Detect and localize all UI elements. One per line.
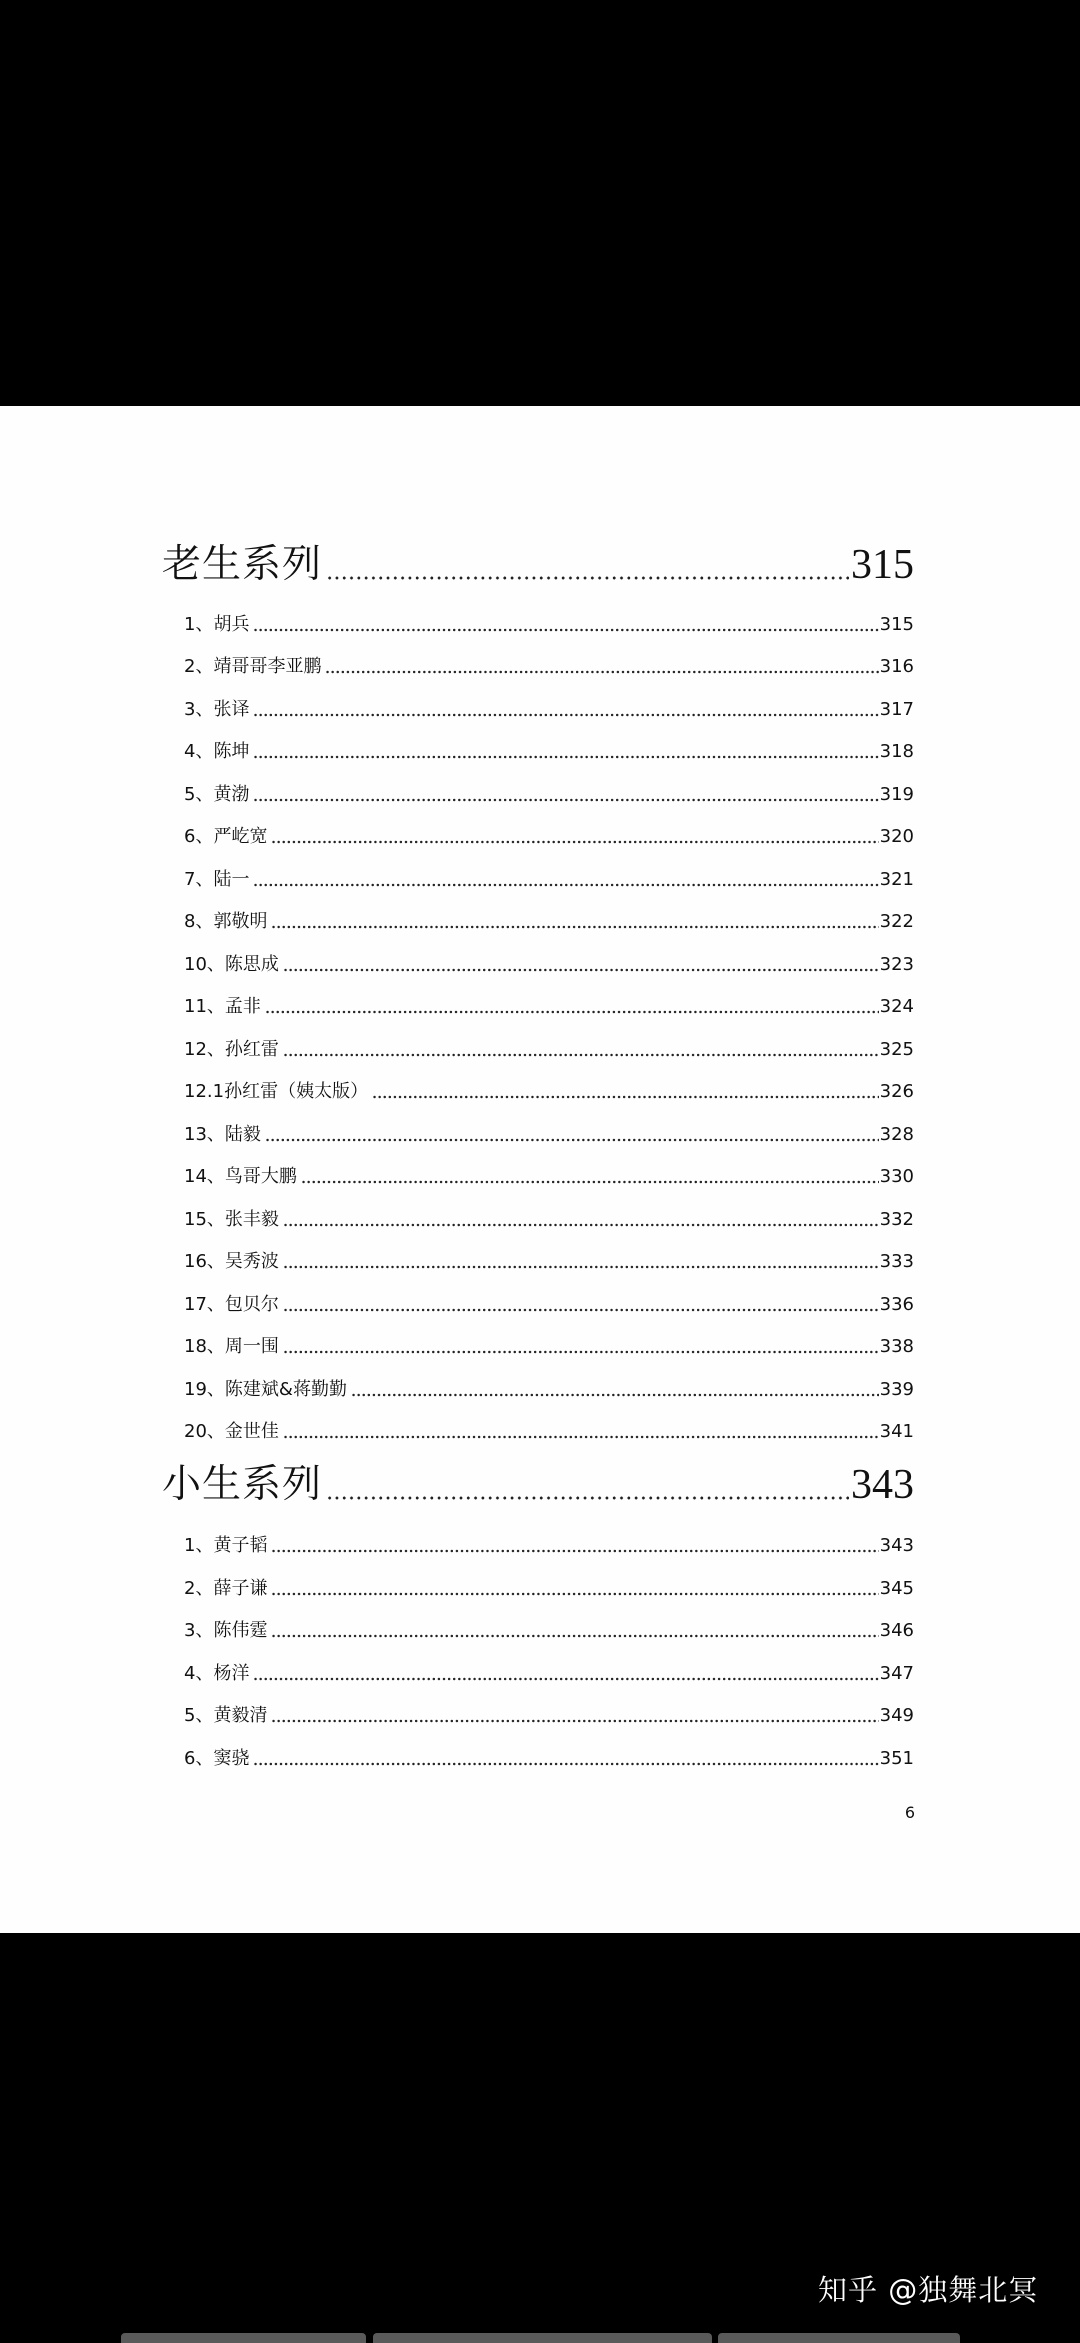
dot-leader [283, 1349, 879, 1355]
dot-leader [253, 797, 878, 803]
entry-label: 12.1孙红雷（姨太版） [184, 1081, 369, 1102]
toc-entry[interactable] [184, 1703, 914, 1729]
entry-label: 20、金世佳 [184, 1421, 279, 1442]
dot-leader [271, 1718, 878, 1724]
dot-leader [271, 1633, 878, 1639]
entry-label: 14、鸟哥大鹏 [184, 1166, 297, 1187]
watermark: 知乎 @独舞北冥 [818, 2273, 1039, 2307]
entry-page-number: 330 [879, 1166, 914, 1187]
toc-entry[interactable] [184, 654, 914, 680]
entry-page-number: 317 [879, 699, 914, 720]
dot-leader [271, 924, 878, 930]
entry-page-number: 339 [879, 1379, 914, 1400]
entry-page-number: 326 [879, 1081, 914, 1102]
entry-page-number: 338 [879, 1336, 914, 1357]
bottom-bar-segment-2[interactable] [373, 2333, 712, 2343]
entry-label: 19、陈建斌&蒋勤勤 [184, 1379, 347, 1400]
dot-leader [253, 754, 878, 760]
dot-leader [265, 1009, 879, 1015]
dot-leader [283, 1222, 879, 1228]
toc-entry[interactable] [184, 1334, 914, 1360]
dot-leader [253, 1761, 878, 1767]
toc-entry[interactable] [184, 1661, 914, 1687]
toc-entry[interactable] [184, 909, 914, 935]
entry-page-number: 332 [879, 1209, 914, 1230]
entry-label: 2、薛子谦 [184, 1578, 268, 1599]
dot-leader [271, 1548, 878, 1554]
section-page-number: 343 [851, 1462, 914, 1508]
toc-entry[interactable] [184, 952, 914, 978]
entry-page-number: 324 [879, 996, 914, 1017]
dot-leader [253, 712, 878, 718]
entry-page-number: 347 [879, 1663, 914, 1684]
dot-leader [372, 1094, 879, 1100]
entry-label: 6、窦骁 [184, 1748, 250, 1769]
dot-leader [283, 1434, 879, 1440]
entry-page-number: 318 [879, 741, 914, 762]
entry-label: 12、孙红雷 [184, 1039, 279, 1060]
dot-leader [253, 627, 878, 633]
entry-page-number: 343 [879, 1535, 914, 1556]
toc-entry[interactable] [184, 739, 914, 765]
entry-page-number: 316 [879, 656, 914, 677]
entry-page-number: 336 [879, 1294, 914, 1315]
entry-label: 4、杨洋 [184, 1663, 250, 1684]
dot-leader [351, 1392, 879, 1398]
section-title: 老生系列 [162, 542, 323, 587]
entry-label: 11、孟非 [184, 996, 261, 1017]
entry-page-number: 320 [879, 826, 914, 847]
toc-entry[interactable] [184, 697, 914, 723]
toc-section-heading[interactable] [162, 540, 914, 590]
dot-leader [283, 1264, 879, 1270]
toc-entry[interactable] [184, 1037, 914, 1063]
toc-entry[interactable] [184, 1618, 914, 1644]
dot-leader [283, 1052, 879, 1058]
dot-leader [301, 1179, 879, 1185]
entry-page-number: 315 [879, 614, 914, 635]
entry-label: 1、黄子韬 [184, 1535, 268, 1556]
bottom-bar-segment-1[interactable] [121, 2333, 366, 2343]
entry-label: 18、周一围 [184, 1336, 279, 1357]
document-page [0, 406, 1080, 1933]
entry-page-number: 346 [879, 1620, 914, 1641]
entry-page-number: 322 [879, 911, 914, 932]
section-title: 小生系列 [162, 1462, 323, 1507]
entry-page-number: 345 [879, 1578, 914, 1599]
toc-entry[interactable] [184, 1419, 914, 1445]
dot-leader [283, 1307, 879, 1313]
entry-label: 1、胡兵 [184, 614, 250, 635]
dot-leader [326, 1494, 849, 1502]
entry-label: 16、吴秀波 [184, 1251, 279, 1272]
entry-page-number: 323 [879, 954, 914, 975]
entry-page-number: 349 [879, 1705, 914, 1726]
dot-leader [283, 967, 879, 973]
toc-entry[interactable] [184, 1576, 914, 1602]
entry-page-number: 319 [879, 784, 914, 805]
entry-label: 8、郭敬明 [184, 911, 268, 932]
entry-label: 13、陆毅 [184, 1124, 261, 1145]
toc-entry[interactable] [184, 782, 914, 808]
entry-page-number: 333 [879, 1251, 914, 1272]
toc-entry[interactable] [184, 1292, 914, 1318]
toc-entry[interactable] [184, 1207, 914, 1233]
toc-entry[interactable] [184, 1249, 914, 1275]
toc-entry[interactable] [184, 994, 914, 1020]
toc-entry[interactable] [184, 1164, 914, 1190]
entry-label: 3、陈伟霆 [184, 1620, 268, 1641]
page-number: 6 [904, 1803, 915, 1822]
entry-label: 10、陈思成 [184, 954, 279, 975]
entry-page-number: 321 [879, 869, 914, 890]
toc-entry[interactable] [184, 1746, 914, 1772]
entry-label: 7、陆一 [184, 869, 250, 890]
entry-label: 5、黄毅清 [184, 1705, 268, 1726]
entry-label: 17、包贝尔 [184, 1294, 279, 1315]
entry-label: 2、靖哥哥李亚鹏 [184, 656, 322, 677]
bottom-bar-segment-3[interactable] [718, 2333, 960, 2343]
dot-leader [265, 1137, 879, 1143]
toc-entry[interactable] [184, 824, 914, 850]
dot-leader [271, 1591, 878, 1597]
entry-label: 6、严屹宽 [184, 826, 268, 847]
entry-label: 3、张译 [184, 699, 250, 720]
dot-leader [326, 574, 849, 582]
entry-page-number: 325 [879, 1039, 914, 1060]
dot-leader [325, 669, 878, 675]
section-page-number: 315 [851, 542, 914, 588]
entry-label: 15、张丰毅 [184, 1209, 279, 1230]
entry-page-number: 328 [879, 1124, 914, 1145]
entry-page-number: 341 [879, 1421, 914, 1442]
toc-entry[interactable] [184, 1377, 914, 1403]
toc-entry[interactable] [184, 612, 914, 638]
entry-label: 5、黄渤 [184, 784, 250, 805]
entry-label: 4、陈坤 [184, 741, 250, 762]
dot-leader [271, 839, 878, 845]
toc-entry[interactable] [184, 1079, 914, 1105]
toc-entry[interactable] [184, 867, 914, 893]
toc-section-heading[interactable] [162, 1460, 914, 1510]
toc-entry[interactable] [184, 1533, 914, 1559]
toc-entry[interactable] [184, 1122, 914, 1148]
dot-leader [253, 1676, 878, 1682]
entry-page-number: 351 [879, 1748, 914, 1769]
dot-leader [253, 882, 878, 888]
